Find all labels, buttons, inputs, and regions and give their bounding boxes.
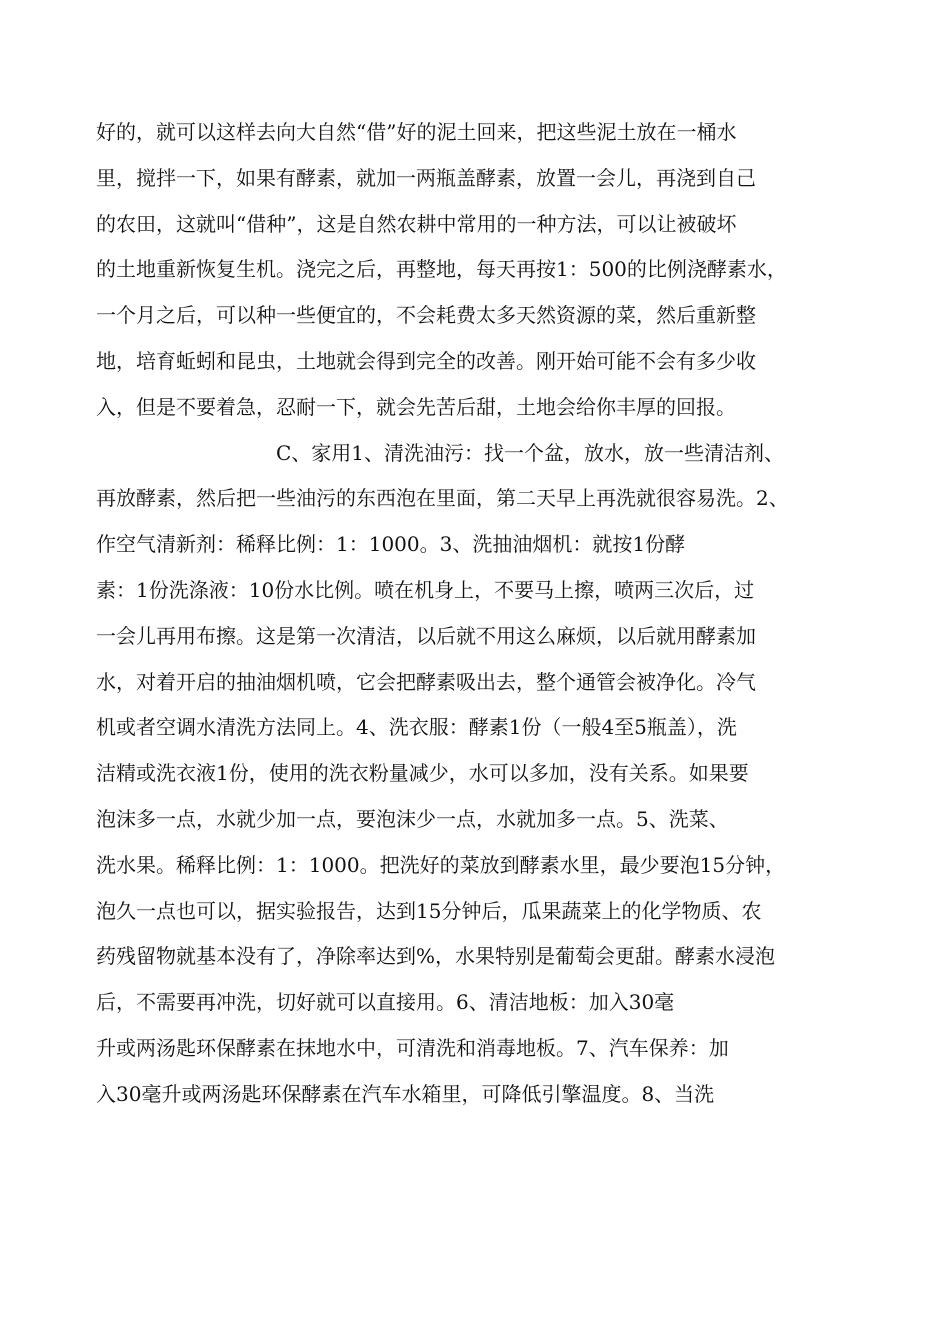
text-line: 素：1份洗涤液：10份水比例。喷在机身上，不要马上擦，喷两三次后，过 (96, 577, 755, 602)
text-line: 入，但是不要着急，忍耐一下，就会先苦后甜，土地会给你丰厚的回报。 (96, 394, 736, 419)
text-line: 作空气清新剂：稀释比例：1：1000。3、洗抽油烟机：就按1份酵 (96, 532, 686, 557)
text-line: 药残留物就基本没有了，净除率达到%，水果特别是葡萄会更甜。酵素水浸泡 (96, 944, 776, 969)
text-line: 机或者空调水清洗方法同上。4、洗衣服：酵素1份（一般4至5瓶盖），洗 (96, 715, 737, 740)
text-line: 洗水果。稀释比例：1：1000。把洗好的菜放到酵素水里，最少要泡15分钟， (96, 852, 786, 877)
text-line: 后，不需要再冲洗，切好就可以直接用。6、清洁地板：加入30毫 (96, 990, 675, 1015)
text-line: 地，培育蚯蚓和昆虫，土地就会得到完全的改善。刚开始可能不会有多少收 (96, 348, 756, 373)
text-line: 入30毫升或两汤匙环保酵素在汽车水箱里，可降低引擎温度。8、当洗 (96, 1081, 715, 1106)
text-line: 好的，就可以这样去向大自然“借”好的泥土回来，把这些泥土放在一桶水 (96, 120, 737, 144)
text-line: 再放酵素，然后把一些油污的东西泡在里面，第二天早上再洗就很容易洗。2、 (96, 486, 789, 511)
text-line: 一个月之后，可以种一些便宜的，不会耗费太多天然资源的菜，然后重新整 (96, 303, 756, 328)
section-heading-line: C、家用1、清洗油污：找一个盆，放水，放一些清洁剂、 (276, 440, 785, 465)
text-line: 里，搅拌一下，如果有酵素，就加一两瓶盖酵素，放置一会儿，再浇到自己 (96, 165, 756, 190)
text-line: 泡久一点也可以，据实验报告，达到15分钟后，瓜果蔬菜上的化学物质、农 (96, 898, 762, 923)
body-text (96, 110, 876, 1118)
text-line: 的农田，这就叫“借种”，这是自然农耕中常用的一种方法，可以让被破坏 (96, 211, 737, 236)
text-line: 的土地重新恢复生机。浇完之后，再整地，每天再按1：500的比例浇酵素水， (96, 257, 787, 282)
text-line: 洁精或洗衣液1份，使用的洗衣粉量减少，水可以多加，没有关系。如果要 (96, 761, 749, 786)
text-line: 一会儿再用布擦。这是第一次清洁，以后就不用这么麻烦，以后就用酵素加 (96, 623, 756, 648)
text-line: 水，对着开启的抽油烟机喷，它会把酵素吸出去，整个通管会被净化。冷气 (96, 669, 756, 694)
text-line: 泡沫多一点，水就少加一点，要泡沫少一点，水就加多一点。5、洗菜、 (96, 806, 729, 831)
text-line: 升或两汤匙环保酵素在抹地水中，可清洗和消毒地板。7、汽车保养：加 (96, 1035, 729, 1060)
